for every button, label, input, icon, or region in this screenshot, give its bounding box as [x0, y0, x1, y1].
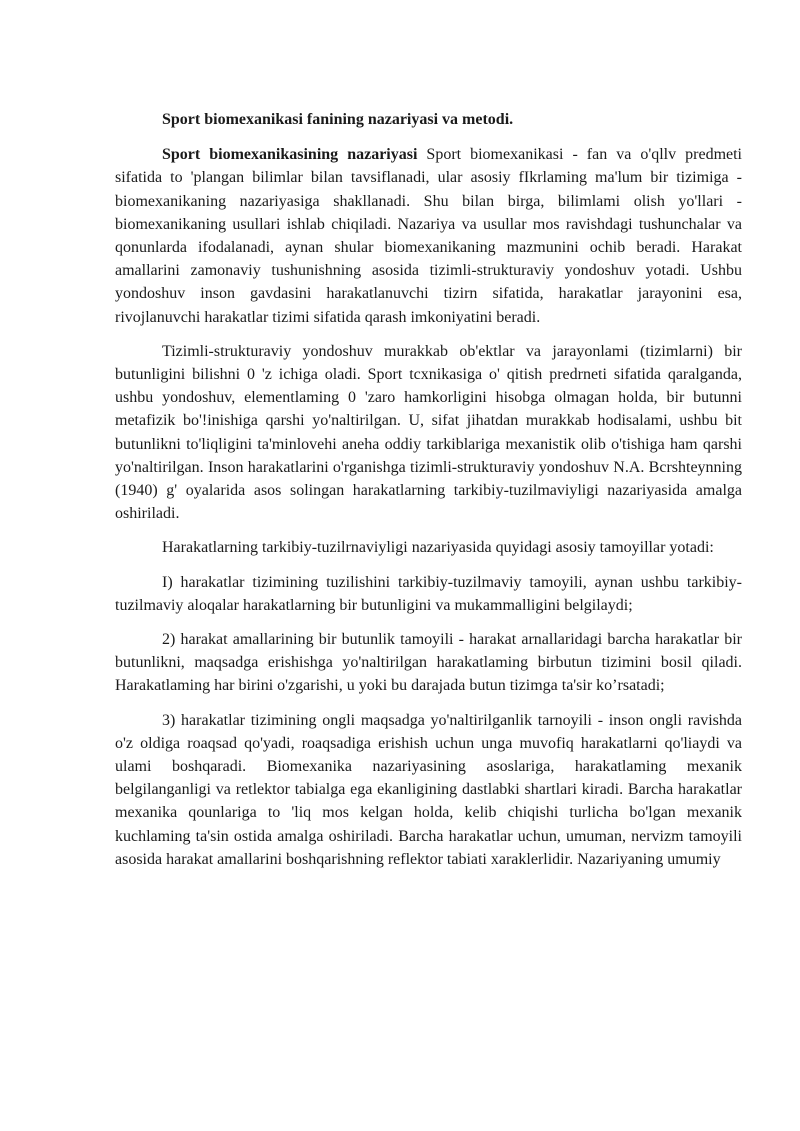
document-title: Sport biomexanikasi fanining nazariyasi va metodi. [162, 111, 514, 128]
paragraph-4 [115, 571, 742, 617]
paragraph-3-text: Harakatlarning tarkibiy-tuzilrnaviyligi nazariyasida quyidagi asosiy tamoyillar yotadi: [162, 539, 714, 557]
paragraph-2-text: Tizimli-strukturaviy yondoshuv murakkab ob'ektlar va jarayonlami (tizimlarni) bir butunligini bilishni 0 'z ichiga oladi. Sport tcxnikasiga o' qitish predrneti sifatida qaralganda, ushbu yondoshuv, elementlaming 0 'zaro hamkorligini hisobga olmagan holda, bir butunni metafizik bo'!inishiga qarshi yo'naltirilgan. U, sifat jihatdan murakkab hodisalami, ushbu bit butunlikni to'liqligini ta'minlovehi aneha oddiy tarkiblariga mexanistik olib o'tishiga ham qarshi yo'naltirilgan. Inson harakatlarini o'rganishga tizimli-strukturaviy yondoshuv N.A. Bcrshteynning (1940) g' oyalarida asos solingan harakatlarning tarkibiy-tuzilmaviyligi nazariyasida amalga oshiriladi. [115, 342, 742, 523]
paragraph-1 [115, 143, 742, 329]
paragraph-6-text: 3) harakatlar tizimining ongli maqsadga yo'naltirilganlik tarnoyili - inson ongli ravishda o'z oldiga roaqsad qo'yadi, roaqsadiga erishish uchun unga muvofiq harakatlarni qo'liaydi va ulami boshqaradi. Biomexanika nazariyasining asoslariga, harakatlaming mexanik belgilanganligi va retlektor tabialga ega ekanligining dastlabki shartlari kiradi. Barcha harakatlar mexanika qounlariga to 'liq mos kelgan holda, kelib chiqishi turlicha bo'lgan mexanik kuchlaming ta'sin ostida amalga oshiriladi. Barcha harakatlar uchun, umuman, nervizm tamoyili asosida harakat amallarini boshqarishning reflektor tabiati xaraklerlidir. Nazariyaning umumiy [115, 711, 742, 868]
paragraph-5-text: 2) harakat amallarining bir butunlik tamoyili - harakat arnallaridagi barcha harakatlar bir butunlikni, maqsadga erishishga yo'naltirilgan harakatlaming birbutun tizimini bosil qiladi. Harakatlaming har birini o'zgarishi, u yoki bu darajada butun tizimga ta'sir ko’rsatadi; [115, 631, 742, 695]
paragraph-5 [115, 628, 742, 698]
paragraph-2 [115, 340, 742, 526]
paragraph-1-lead: Sport biomexanikasining nazariyasi [162, 146, 418, 164]
document-page [115, 108, 742, 882]
paragraph-1-text: Sport biomexanikasi - fan va o'qllv predmeti sifatida to 'plangan bilimlar bilan tavsiflanadi, ular asosiy fIkrlaming ma'lum bir tizimiga - biomexanikaning nazariyasiga shakllanadi. Shu bilan birga, bilimlami olish yo'llari - biomexanikaning usullari ishlab chiqiladi. Nazariya va usullar mos ravishdagi tushunchalar va qonunlarda ifodalanadi, aynan shular biomexanikaning mazmunini ochib beradi. Harakat amallarini zamonaviy tushunishning asosida tizimli-strukturaviy yondoshuv yotadi. Ushbu yondoshuv inson gavdasini harakatlanuvchi tizirn sifatida, harakatlar jarayonini esa, rivojlanuvchi harakatlar tizimi sifatida qarash imkoniyatini beradi. [115, 146, 742, 326]
paragraph-3 [115, 536, 742, 559]
paragraph-4-text: I) harakatlar tizimining tuzilishini tarkibiy-tuzilmaviy tamoyili, aynan ushbu tarkibiy-tuzilmaviy aloqalar harakatlarning bir butunligini va mukammalligini belgilaydi; [115, 573, 742, 614]
paragraph-6 [115, 709, 742, 871]
